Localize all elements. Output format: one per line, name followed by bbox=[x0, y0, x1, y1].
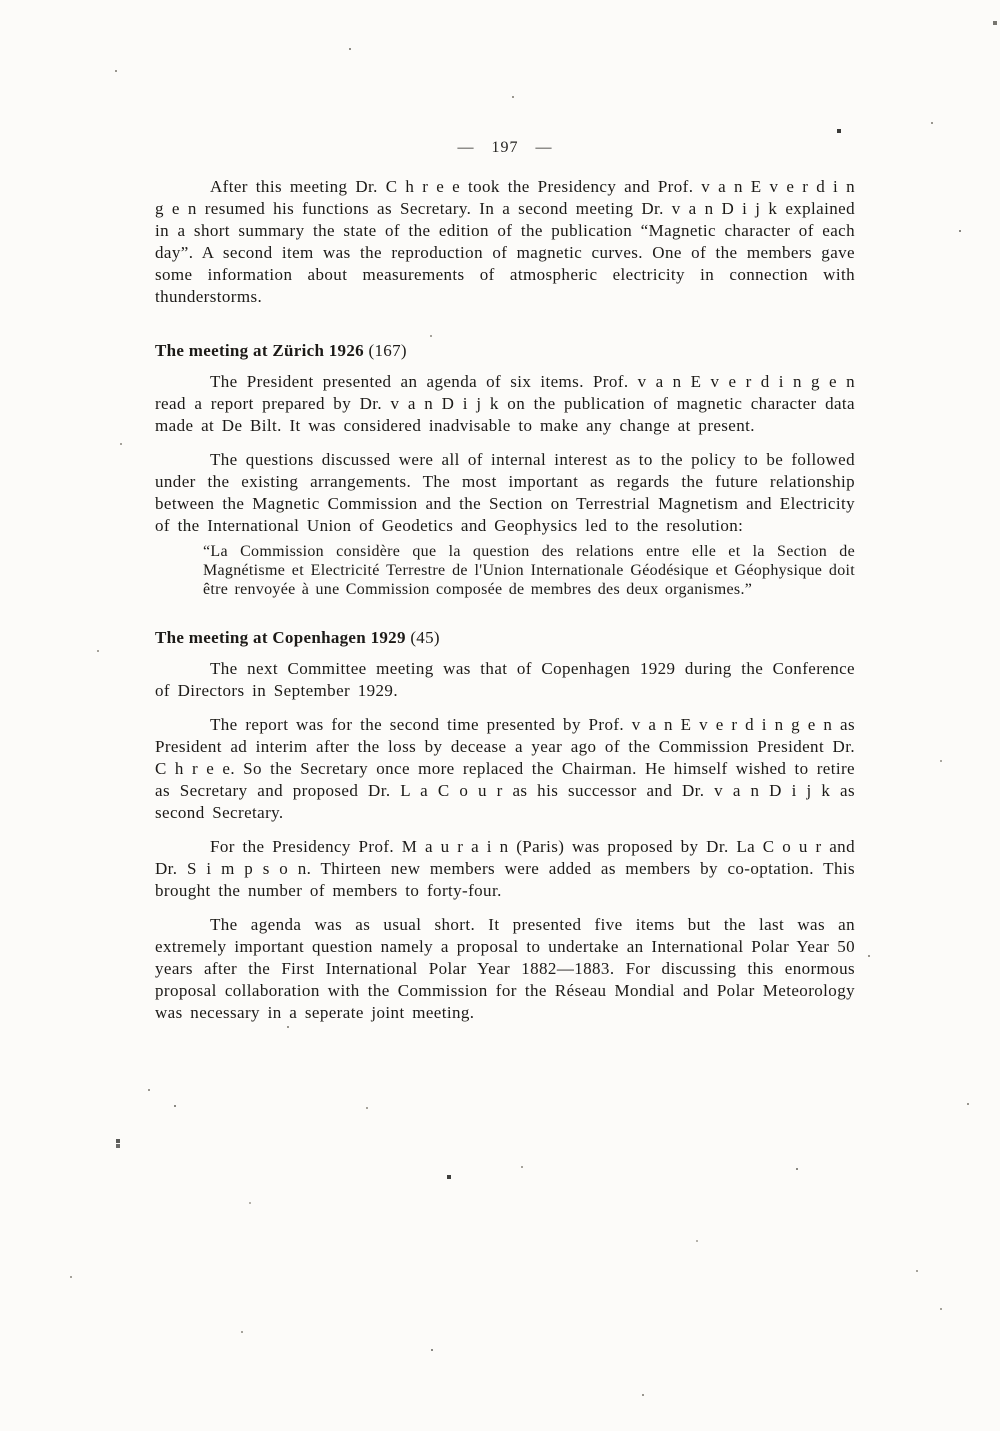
resolution-quote: “La Commission considère que la question des relations entre elle et la Section de Magnétisme et Electricité Terrestre de l'Union Internationale Géodésique et Géophysique doit être renvoyée à une Commission composée de membres des deux organismes.” bbox=[203, 543, 855, 598]
paragraph-intro: After this meeting Dr. C h r e e took the Presidency and Prof. v a n E v e r d i n g e n resumed his functions as Secretary. In a second meeting Dr. v a n D i j k explained in a short summary the state of the edition of the publication “Magnetic character of each day”. A second item was the reproduction of magnetic curves. One of the members gave some information about measurements of atmospheric electricity in connection with thunderstorms. bbox=[155, 177, 855, 306]
section-heading-copenhagen bbox=[155, 627, 855, 649]
section-heading-zurich bbox=[155, 340, 855, 362]
paragraph-copenhagen-3: For the Presidency Prof. M a u r a i n (Paris) was proposed by Dr. La C o u r and Dr. S i m p s o n. Thirteen new members were added as members by co-optation. This brought the number of members to forty-four. bbox=[155, 837, 855, 900]
section-heading-copenhagen-title: The meeting at Copenhagen 1929 bbox=[155, 628, 406, 647]
paragraph-copenhagen-1: The next Committee meeting was that of Copenhagen 1929 during the Conference of Directors in September 1929. bbox=[155, 659, 855, 700]
page-number: — 197 — bbox=[457, 139, 553, 156]
paragraph-zurich-1: The President presented an agenda of six items. Prof. v a n E v e r d i n g e n read a report prepared by Dr. v a n D i j k on the publication of magnetic character data made at De Bilt. It was considered inadvisable to make any change at present. bbox=[155, 372, 855, 435]
scan-noise bbox=[0, 0, 2, 2]
paragraph-copenhagen-2: The report was for the second time presented by Prof. v a n E v e r d i n g e n as President ad interim after the loss by decease a year ago of the Commission President Dr. C h r e e. So the Secretary once more replaced the Chairman. He himself wished to retire as Secretary and proposed Dr. L a C o u r as his successor and Dr. v a n D i j k as second Secretary. bbox=[155, 715, 855, 822]
section-heading-copenhagen-ref: (45) bbox=[410, 628, 440, 647]
text-block bbox=[155, 137, 855, 1024]
section-heading-zurich-ref: (167) bbox=[368, 341, 407, 360]
paragraph-copenhagen-4: The agenda was as usual short. It presented five items but the last was an extremely important question namely a proposal to undertake an International Polar Year 50 years after the First International Polar Year 1882—1883. For discussing this enormous proposal collaboration with the Commission for the Réseau Mondial and Polar Meteorology was necessary in a seperate joint meeting. bbox=[155, 915, 855, 1022]
paragraph-zurich-2: The questions discussed were all of internal interest as to the policy to be followed under the existing arrangements. The most important as regards the future relationship between the Magnetic Commission and the Section on Terrestrial Magnetism and Electricity of the International Union of Geodetics and Geophysics led to the resolution: bbox=[155, 450, 855, 535]
section-heading-zurich-title: The meeting at Zürich 1926 bbox=[155, 341, 364, 360]
